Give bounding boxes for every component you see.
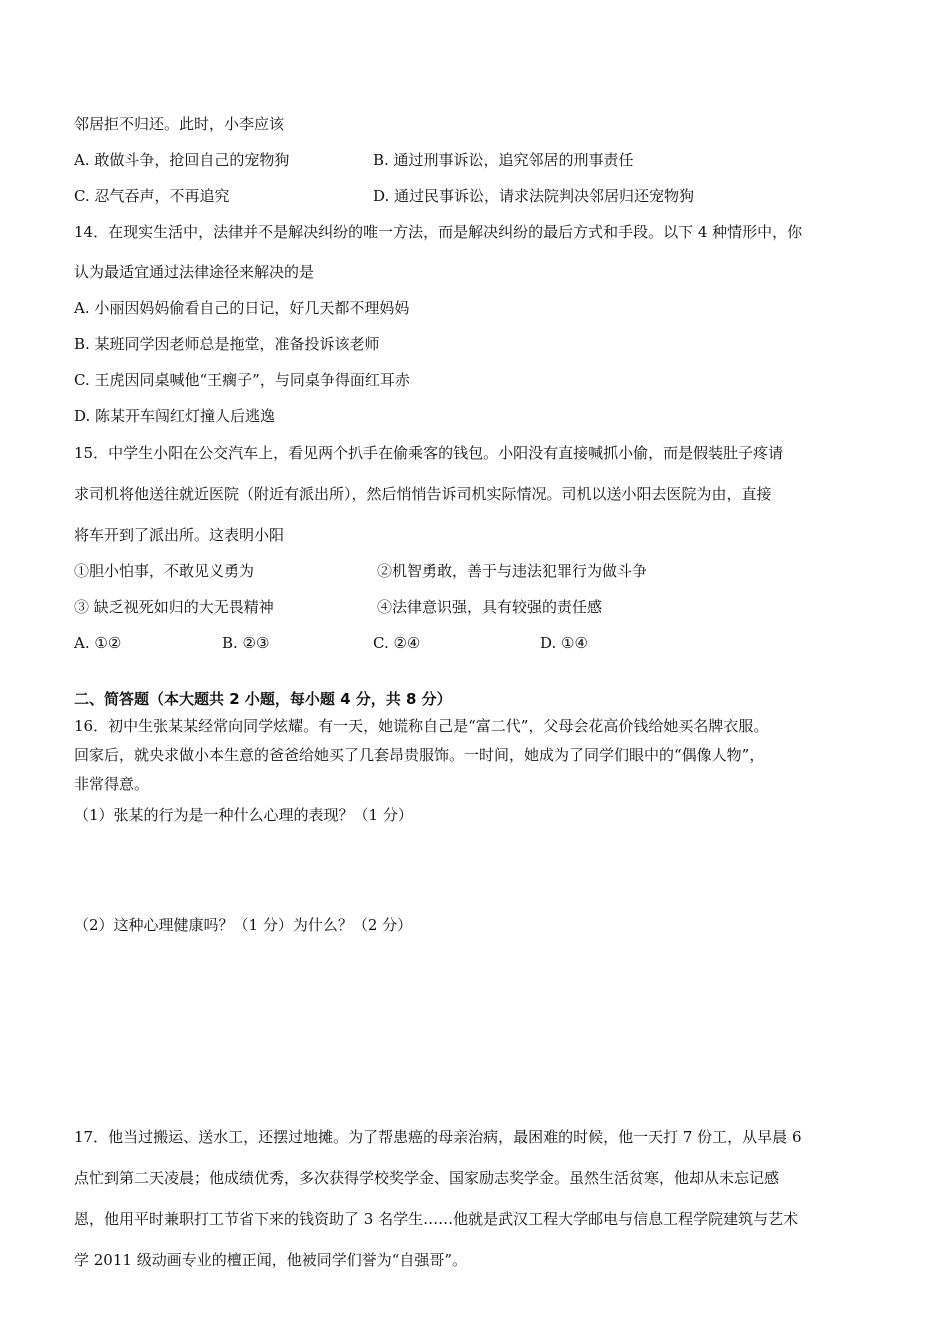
q16-stem-line-2: 回家后，就央求做小本生意的爸爸给她买了几套昂贵服饰。一时间，她成为了同学们眼中的“偶像人物”，: [74, 746, 765, 764]
q13-stem-tail: 邻居拒不归还。此时，小李应该: [74, 115, 285, 133]
q17-stem-line-3: 恩，他用平时兼职打工节省下来的钱资助了 3 名学生……他就是武汉工程大学邮电与信息工程学院建筑与艺术: [74, 1210, 799, 1228]
q16-stem-line-3: 非常得意。: [74, 775, 150, 793]
q15-option-d: D. ①④: [540, 634, 588, 652]
q14-option-a: A. 小丽因妈妈偷看自己的日记，好几天都不理妈妈: [74, 299, 410, 317]
q16-subquestion-2: （2）这种心理健康吗？（1 分）为什么？（2 分）: [74, 916, 413, 934]
q13-option-a: A. 敢做斗争，抢回自己的宠物狗: [74, 151, 290, 169]
q13-option-d: D. 通过民事诉讼，请求法院判决邻居归还宠物狗: [373, 187, 695, 205]
q14-option-c: C. 王虎因同桌喊他“王瘸子”，与同桌争得面红耳赤: [74, 371, 410, 389]
q14-stem-line-1: 14．在现实生活中，法律并不是解决纠纷的唯一方法，而是解决纠纷的最后方式和手段。以下 4 种情形中，你: [74, 223, 803, 241]
q15-option-c: C. ②④: [373, 634, 421, 652]
q15-option-b: B. ②③: [222, 634, 270, 652]
q17-stem-line-1: 17．他当过搬运、送水工，还摆过地摊。为了帮患癌的母亲治病，最困难的时候，他一天打 7 份工，从早晨 6: [74, 1128, 802, 1146]
q14-stem-line-2: 认为最适宜通过法律途径来解决的是: [74, 263, 315, 281]
q15-statement-2: ②机智勇敢，善于与违法犯罪行为做斗争: [377, 562, 648, 580]
q13-option-c: C. 忍气吞声，不再追究: [74, 187, 230, 205]
q15-statement-3: ③ 缺乏视死如归的大无畏精神: [74, 598, 274, 616]
q15-statement-1: ①胆小怕事，不敢见义勇为: [74, 562, 255, 580]
q15-stem-line-1: 15．中学生小阳在公交汽车上，看见两个扒手在偷乘客的钱包。小阳没有直接喊抓小偷，而是假装肚子疼请: [74, 444, 784, 462]
q15-statement-4: ④法律意识强，具有较强的责任感: [377, 598, 603, 616]
q17-stem-line-2: 点忙到第二天凌晨；他成绩优秀，多次获得学校奖学金、国家励志奖学金。虽然生活贫寒，他却从未忘记感: [74, 1169, 780, 1187]
q17-stem-line-4: 学 2011 级动画专业的檀正闻，他被同学们誉为“自强哥”。: [74, 1251, 468, 1269]
q16-subquestion-1: （1）张某的行为是一种什么心理的表现？（1 分）: [74, 806, 413, 824]
q15-option-a: A. ①②: [74, 634, 122, 652]
q14-option-d: D. 陈某开车闯红灯撞人后逃逸: [74, 407, 276, 425]
q15-stem-line-3: 将车开到了派出所。这表明小阳: [74, 526, 285, 544]
q15-stem-line-2: 求司机将他送往就近医院（附近有派出所），然后悄悄告诉司机实际情况。司机以送小阳去医院为由，直接: [74, 485, 772, 503]
q13-option-b: B. 通过刑事诉讼，追究邻居的刑事责任: [373, 151, 634, 169]
q14-option-b: B. 某班同学因老师总是拖堂，准备投诉该老师: [74, 335, 380, 353]
q16-stem-line-1: 16．初中生张某某经常向同学炫耀。有一天，她谎称自己是“富二代”，父母会花高价钱给她买名牌衣服。: [74, 717, 769, 735]
section-heading: 二、简答题（本大题共 2 小题，每小题 4 分，共 8 分）: [74, 690, 452, 708]
